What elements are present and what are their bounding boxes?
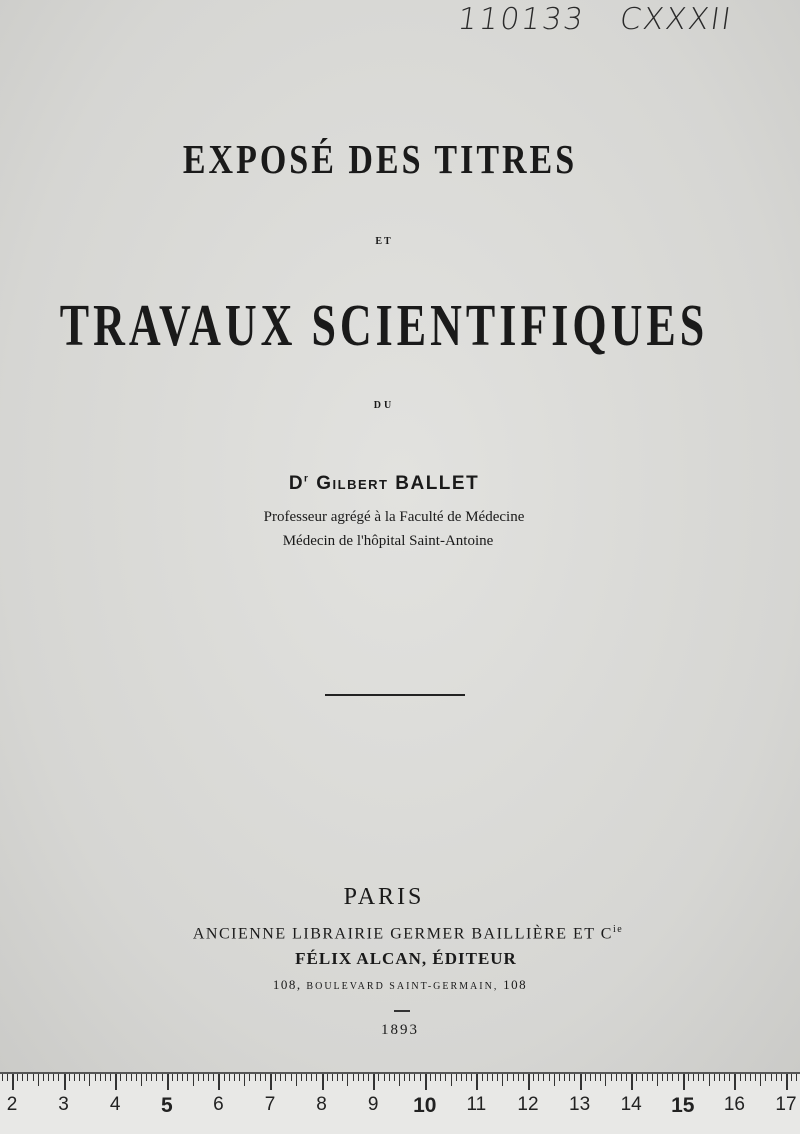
ruler-tick [549, 1074, 550, 1081]
ruler-tick [389, 1074, 390, 1081]
ruler-tick [435, 1074, 436, 1081]
ruler-tick [368, 1074, 369, 1081]
ruler-tick [595, 1074, 596, 1081]
ruler-label: 2 [6, 1094, 18, 1115]
ruler-label: 9 [367, 1094, 379, 1115]
ruler-tick [384, 1074, 385, 1081]
ruler-tick [79, 1074, 80, 1081]
ruler-tick [564, 1074, 565, 1081]
ruler-tick [538, 1074, 539, 1081]
author-first-name: Gilbert [316, 473, 389, 494]
publisher-name: ANCIENNE LIBRAIRIE GERMER BAILLIÈRE ET C [192, 925, 613, 943]
ruler-tick [745, 1074, 746, 1081]
ruler-tick [229, 1074, 230, 1081]
ruler-tick [492, 1074, 493, 1081]
ruler-tick [378, 1074, 379, 1081]
ruler-tick [636, 1074, 637, 1081]
imprint-year: 1893 [381, 1022, 419, 1038]
ruler-tick [791, 1074, 792, 1081]
ruler-tick [224, 1074, 225, 1081]
ruler-tick [476, 1074, 478, 1090]
title-conjunction: ET [375, 236, 393, 247]
ruler-tick [626, 1074, 627, 1081]
ruler-tick [358, 1074, 359, 1081]
ruler-tick [337, 1074, 338, 1081]
ruler-tick [156, 1074, 157, 1081]
ruler-label: 5 [160, 1094, 173, 1117]
ruler-tick [461, 1074, 462, 1081]
ruler-tick [533, 1074, 534, 1081]
ruler-tick [327, 1074, 328, 1081]
ruler-tick [48, 1074, 49, 1081]
ruler-label: 11 [466, 1094, 487, 1115]
ruler-tick [275, 1074, 276, 1081]
ruler-tick [22, 1074, 23, 1081]
ruler-tick [513, 1074, 514, 1081]
ruler-tick [394, 1074, 395, 1081]
ruler-tick [187, 1074, 188, 1081]
address-number-1: 108, [272, 977, 302, 992]
ruler-tick [693, 1074, 694, 1081]
author-prefix: D [288, 473, 305, 494]
author-prefix-sup: r [304, 473, 310, 485]
ruler-tick [734, 1074, 736, 1090]
ruler-label: 10 [413, 1094, 437, 1117]
title-line-2: TRAVAUX SCIENTIFIQUES [59, 292, 709, 359]
ruler-tick [218, 1074, 220, 1090]
ruler-tick [518, 1074, 519, 1081]
ruler-tick [672, 1074, 673, 1081]
ruler-tick [420, 1074, 421, 1081]
ruler-tick [100, 1074, 101, 1081]
ruler-tick [631, 1074, 633, 1090]
year-dash [394, 1010, 410, 1012]
ruler-tick [755, 1074, 756, 1081]
ruler-tick [110, 1074, 111, 1081]
ruler-tick [440, 1074, 441, 1081]
ruler-tick [89, 1074, 90, 1086]
ruler-tick [84, 1074, 85, 1081]
ruler-tick [616, 1074, 617, 1081]
ruler-tick [528, 1074, 530, 1090]
ruler-tick [740, 1074, 741, 1081]
ruler-tick [497, 1074, 498, 1081]
ruler-tick [17, 1074, 18, 1081]
ruler-tick [172, 1074, 173, 1081]
ruler-tick [53, 1074, 54, 1081]
ruler-tick [471, 1074, 472, 1081]
ruler-label: 13 [569, 1094, 591, 1115]
ruler-tick [466, 1074, 467, 1081]
ruler-tick [667, 1074, 668, 1081]
ruler-tick [311, 1074, 312, 1081]
ruler-label: 14 [620, 1094, 642, 1115]
ruler-tick [621, 1074, 622, 1081]
ruler-tick [399, 1074, 400, 1086]
ruler-tick [105, 1074, 106, 1081]
ruler-tick [425, 1074, 427, 1090]
ruler-tick [781, 1074, 782, 1081]
ruler-tick [244, 1074, 245, 1086]
ruler-tick [714, 1074, 715, 1081]
ruler-tick [771, 1074, 772, 1081]
ruler-tick [678, 1074, 679, 1081]
ruler-tick [353, 1074, 354, 1081]
ruler-tick [12, 1074, 14, 1090]
ruler-tick [316, 1074, 317, 1081]
ruler-tick [136, 1074, 137, 1081]
ruler-tick [703, 1074, 704, 1081]
ruler-tick [280, 1074, 281, 1081]
ruler-tick [456, 1074, 457, 1081]
publisher-sup: ie [612, 924, 624, 935]
ruler-tick [182, 1074, 183, 1081]
ruler-tick [796, 1074, 797, 1081]
ruler-tick [414, 1074, 415, 1081]
ruler-label: 7 [264, 1094, 276, 1115]
ruler-tick [239, 1074, 240, 1081]
handwritten-roman-numeral: CXXXII [617, 2, 735, 37]
ruler-tick [760, 1074, 761, 1086]
ruler-tick [642, 1074, 643, 1081]
ruler-tick [786, 1074, 788, 1090]
ruler-tick [2, 1074, 3, 1081]
ruler-label: 16 [723, 1094, 745, 1115]
ruler-tick [162, 1074, 163, 1081]
ruler-tick [502, 1074, 503, 1086]
ruler-tick [234, 1074, 235, 1081]
ruler-tick [265, 1074, 266, 1081]
ruler-tick [590, 1074, 591, 1081]
ruler-tick [363, 1074, 364, 1081]
ruler-tick [167, 1074, 169, 1090]
ruler-tick [141, 1074, 142, 1086]
imprint-address [0, 977, 800, 993]
ruler-tick [729, 1074, 730, 1081]
author-last-name: BALLET [395, 473, 480, 494]
ruler-tick [373, 1074, 375, 1090]
ruler-tick [131, 1074, 132, 1081]
author-position-2: Médecin de l'hôpital Saint-Antoine [282, 533, 494, 549]
ruler-tick [543, 1074, 544, 1081]
ruler-tick [657, 1074, 658, 1086]
ruler-label: 12 [517, 1094, 539, 1115]
ruler-tick [177, 1074, 178, 1081]
ruler-tick [688, 1074, 689, 1081]
ruler-tick [7, 1074, 8, 1081]
ruler-label: 6 [213, 1094, 224, 1115]
author-position-1: Professeur agrégé à la Faculté de Médecine [263, 509, 525, 525]
ruler-label: 15 [671, 1094, 695, 1117]
ruler-tick [58, 1074, 59, 1081]
ruler-label: 3 [58, 1094, 69, 1115]
ruler-tick [719, 1074, 720, 1081]
ruler-tick [569, 1074, 570, 1081]
ruler-tick [647, 1074, 648, 1081]
ruler-label: 17 [775, 1094, 797, 1115]
ruler-tick [270, 1074, 272, 1090]
ruler-tick [482, 1074, 483, 1081]
ruler-tick [151, 1074, 152, 1081]
ruler-tick [698, 1074, 699, 1081]
address-street: BOULEVARD SAINT-GERMAIN, [306, 981, 499, 992]
ruler-tick [38, 1074, 39, 1086]
ruler-tick [430, 1074, 431, 1081]
ruler-tick [523, 1074, 524, 1081]
imprint-city: PARIS [343, 884, 425, 910]
address-number-2: 108 [503, 977, 528, 992]
title-preposition: DU [373, 400, 395, 411]
ruler-tick [776, 1074, 777, 1081]
ruler-tick [285, 1074, 286, 1081]
ruler-tick [208, 1074, 209, 1081]
ruler-tick [27, 1074, 28, 1081]
ruler-tick [445, 1074, 446, 1081]
ruler-tick [120, 1074, 121, 1081]
ruler-tick [198, 1074, 199, 1081]
ruler-tick [301, 1074, 302, 1081]
ruler-tick [69, 1074, 70, 1081]
ruler-tick [611, 1074, 612, 1081]
ruler-tick [203, 1074, 204, 1081]
ruler-tick [709, 1074, 710, 1086]
ruler-tick [451, 1074, 452, 1086]
ruler-label: 8 [316, 1094, 327, 1115]
ruler-tick [585, 1074, 586, 1081]
ruler-tick [409, 1074, 410, 1081]
ruler-tick [115, 1074, 117, 1090]
ruler-tick [574, 1074, 575, 1081]
handwritten-catalog-number: 110133 [455, 2, 587, 37]
ruler-tick [260, 1074, 261, 1081]
measuring-ruler [0, 1072, 800, 1134]
ruler-tick [559, 1074, 560, 1081]
ruler-tick [404, 1074, 405, 1081]
ruler-tick [193, 1074, 194, 1086]
ruler-tick [750, 1074, 751, 1081]
ruler-tick [554, 1074, 555, 1086]
ruler-tick [724, 1074, 725, 1081]
divider-rule [325, 694, 465, 696]
ruler-tick [126, 1074, 127, 1081]
ruler-tick [342, 1074, 343, 1081]
ruler-label: 4 [109, 1094, 121, 1115]
ruler-tick [580, 1074, 582, 1090]
ruler-tick [95, 1074, 96, 1081]
ruler-tick [662, 1074, 663, 1081]
title-line-1: EXPOSÉ DES TITRES [182, 138, 578, 183]
ruler-tick [146, 1074, 147, 1081]
ruler-tick [296, 1074, 297, 1086]
ruler-tick [255, 1074, 256, 1081]
ruler-tick [347, 1074, 348, 1086]
ruler-tick [487, 1074, 488, 1081]
ruler-tick [249, 1074, 250, 1081]
ruler-tick [765, 1074, 766, 1081]
ruler-tick [306, 1074, 307, 1081]
ruler-tick [64, 1074, 66, 1090]
ruler-tick [291, 1074, 292, 1081]
author-name [0, 473, 784, 495]
ruler-tick [683, 1074, 685, 1090]
ruler-tick [600, 1074, 601, 1081]
ruler-tick [74, 1074, 75, 1081]
ruler-tick [43, 1074, 44, 1081]
ruler-tick [33, 1074, 34, 1081]
imprint-publisher [8, 924, 800, 943]
ruler-tick [605, 1074, 606, 1086]
ruler-tick [322, 1074, 324, 1090]
ruler-tick [213, 1074, 214, 1081]
ruler-tick [332, 1074, 333, 1081]
imprint-editor: FÉLIX ALCAN, ÉDITEUR [295, 949, 517, 968]
ruler-tick [507, 1074, 508, 1081]
ruler-tick [652, 1074, 653, 1081]
